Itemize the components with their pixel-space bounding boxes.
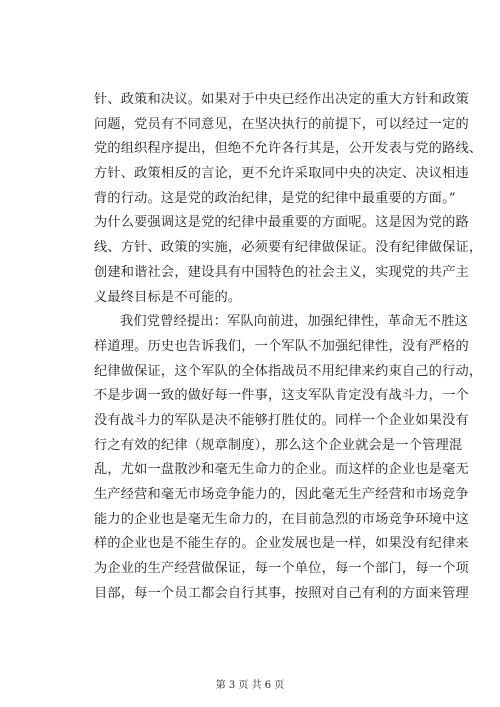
text-line: 为什么要强调这是党的纪律中最重要的方面呢。这是因为党的路: [94, 215, 469, 231]
page-footer: [0, 679, 500, 693]
text-line: 生产经营和毫无市场竞争能力的，因此毫无生产经营和市场竞争: [94, 487, 469, 502]
text-line: 乱，尤如一盘散沙和毫无生命力的企业。而这样的企业也是毫无: [94, 462, 469, 478]
paragraph-1: [94, 88, 483, 310]
text-line: 针、政策和决议。如果对于中央已经作出决定的重大方针和政策: [94, 92, 469, 107]
text-line: 线、方针、政策的实施，必须要有纪律做保证。没有纪律做保证，: [94, 240, 483, 256]
text-line: 创建和谐社会，建设具有中国特色的社会主义，实现党的共产主: [94, 264, 469, 280]
paragraph-2: [94, 310, 483, 606]
text-line: 纪律做保证，这个军队的全体指战员不用纪律来约束自己的行动，: [94, 363, 483, 379]
text-line: 样道理。历史也告诉我们，一个军队不加强纪律性，没有严格的: [94, 338, 469, 354]
text-line: 能力的企业也是毫无生命力的，在目前急烈的市场竞争环境中这: [94, 511, 469, 527]
text-line: 方针、政策相反的言论，更不允许采取同中央的决定、决议相违: [94, 166, 469, 182]
text-line: 行之有效的纪律（规章制度），那么这个企业就会是一个管理混: [94, 437, 463, 453]
body-text: [94, 88, 483, 606]
text-line: 义最终目标是不可能的。: [94, 289, 242, 305]
text-line: 我们党曾经提出：军队向前进，加强纪律性，革命无不胜这: [120, 314, 469, 330]
text-line: 目部，每一个员工都会自行其事，按照对自己有利的方面来管理: [94, 585, 469, 601]
page-number: 第 3 页 共 6 页: [215, 680, 285, 691]
text-line: 没有战斗力的军队是决不能够打胜仗的。同样一个企业如果没有: [94, 412, 469, 428]
text-line: 背的行动。这是党的政治纪律，是党的纪律中最重要的方面。”: [94, 190, 456, 206]
text-line: 问题，党员有不同意见，在坚决执行的前提下，可以经过一定的: [94, 116, 469, 132]
text-line: 为企业的生产经营做保证，每一个单位，每一个部门，每一个项: [94, 561, 469, 577]
text-line: 党的组织程序提出，但绝不允许各行其是，公开发表与党的路线、: [94, 141, 483, 157]
text-line: 样的企业也是不能生存的。企业发展也是一样，如果没有纪律来: [94, 536, 469, 552]
text-line: 不是步调一致的做好每一件事，这支军队肯定没有战斗力，一个: [94, 388, 469, 404]
